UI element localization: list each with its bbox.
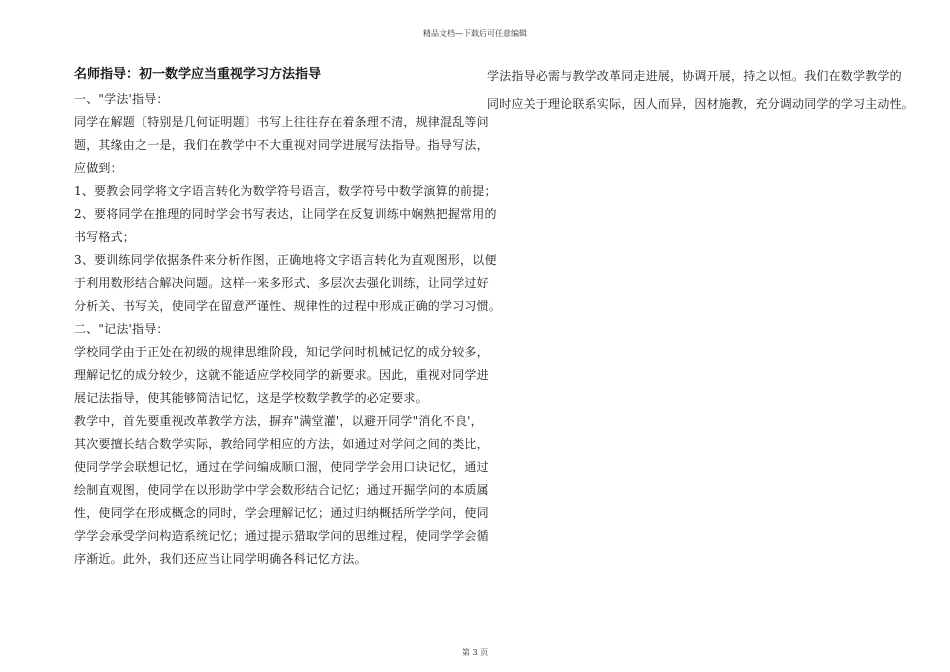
paragraph-line: 分析关、书写关，使同学在留意严谨性、规律性的过程中形成正确的学习习惯。 — [74, 299, 502, 313]
paragraph-line: 学学会承受学问构造系统记忆；通过提示猎取学问的思维过程，使同学学会循 — [74, 529, 489, 543]
paragraph-line: 教学中，首先要重视改革教学方法，摒弃"满堂灌'，以避开同学"消化不良'， — [74, 414, 483, 428]
right-column — [487, 62, 915, 118]
paragraph-line: 理解记忆的成分较少，这就不能适应学校同学的新要求。因此，重视对同学进 — [74, 368, 489, 382]
paragraph-line: 其次要擅长结合数学实际，教给同学相应的方法，如通过对学问之间的类比， — [74, 437, 489, 451]
paragraph-line: 学校同学由于正处在初级的规律思维阶段，知记学问时机械记忆的成分较多， — [74, 345, 489, 359]
document-title: 名师指导：初一数学应当重视学习方法指导 — [74, 67, 322, 82]
paragraph-line: 题，其缘由之一是，我们在教学中不大重视对同学进展写法指导。指导写法， — [74, 138, 489, 152]
paragraph-line: 应做到： — [74, 161, 123, 175]
paragraph-line: 于利用数形结合解决问题。这样一来多形式、多层次去强化训练，让同学过好 — [74, 276, 489, 290]
page-number: 第 3 页 — [461, 648, 489, 657]
paragraph-line: 同时应关于理论联系实际，因人而异，因材施教，充分调动同学的学习主动性。 — [487, 97, 915, 111]
page-header: 精品文档—下载后可任意编辑 — [423, 29, 527, 38]
paragraph-line: 性，使同学在形成概念的同时，学会理解记忆；通过归纳概括所学学问，使同 — [74, 506, 489, 520]
paragraph-line: 1、要教会同学将文字语言转化为数学符号语言，数学符号中数学演算的前提； — [74, 184, 497, 198]
left-column — [74, 62, 502, 571]
paragraph-line: 使同学学会联想记忆，通过在学问编成顺口溜，使同学学会用口诀记忆，通过 — [74, 460, 489, 474]
paragraph-line: 学法指导必需与教学改革同走进展，协调开展，持之以恒。我们在数学教学的 — [487, 69, 902, 83]
paragraph-line: 书写格式； — [74, 230, 136, 244]
paragraph-line: 二、"记法'指导： — [74, 322, 169, 336]
paragraph-line: 绘制直观图，使同学在以形助学中学会数形结合记忆；通过开掘学问的本质属 — [74, 483, 489, 497]
right-body — [487, 62, 915, 118]
paragraph-line: 展记法指导，使其能够简洁记忆，这是学校数学教学的必定要求。 — [74, 391, 428, 405]
paragraph-line: 一、"学法'指导： — [74, 92, 169, 106]
paragraph-line: 3、要训练同学依据条件来分析作图，正确地将文字语言转化为直观图形，以便 — [74, 253, 497, 267]
paragraph-line: 同学在解题〔特别是几何证明题〕书写上往往存在着条理不清，规律混乱等问 — [74, 115, 489, 129]
paragraph-line: 序渐近。此外，我们还应当让同学明确各科记忆方法。 — [74, 552, 367, 566]
left-body — [74, 88, 502, 571]
paragraph-line: 2、要将同学在推理的同时学会书写表达，让同学在反复训练中娴熟把握常用的 — [74, 207, 497, 221]
